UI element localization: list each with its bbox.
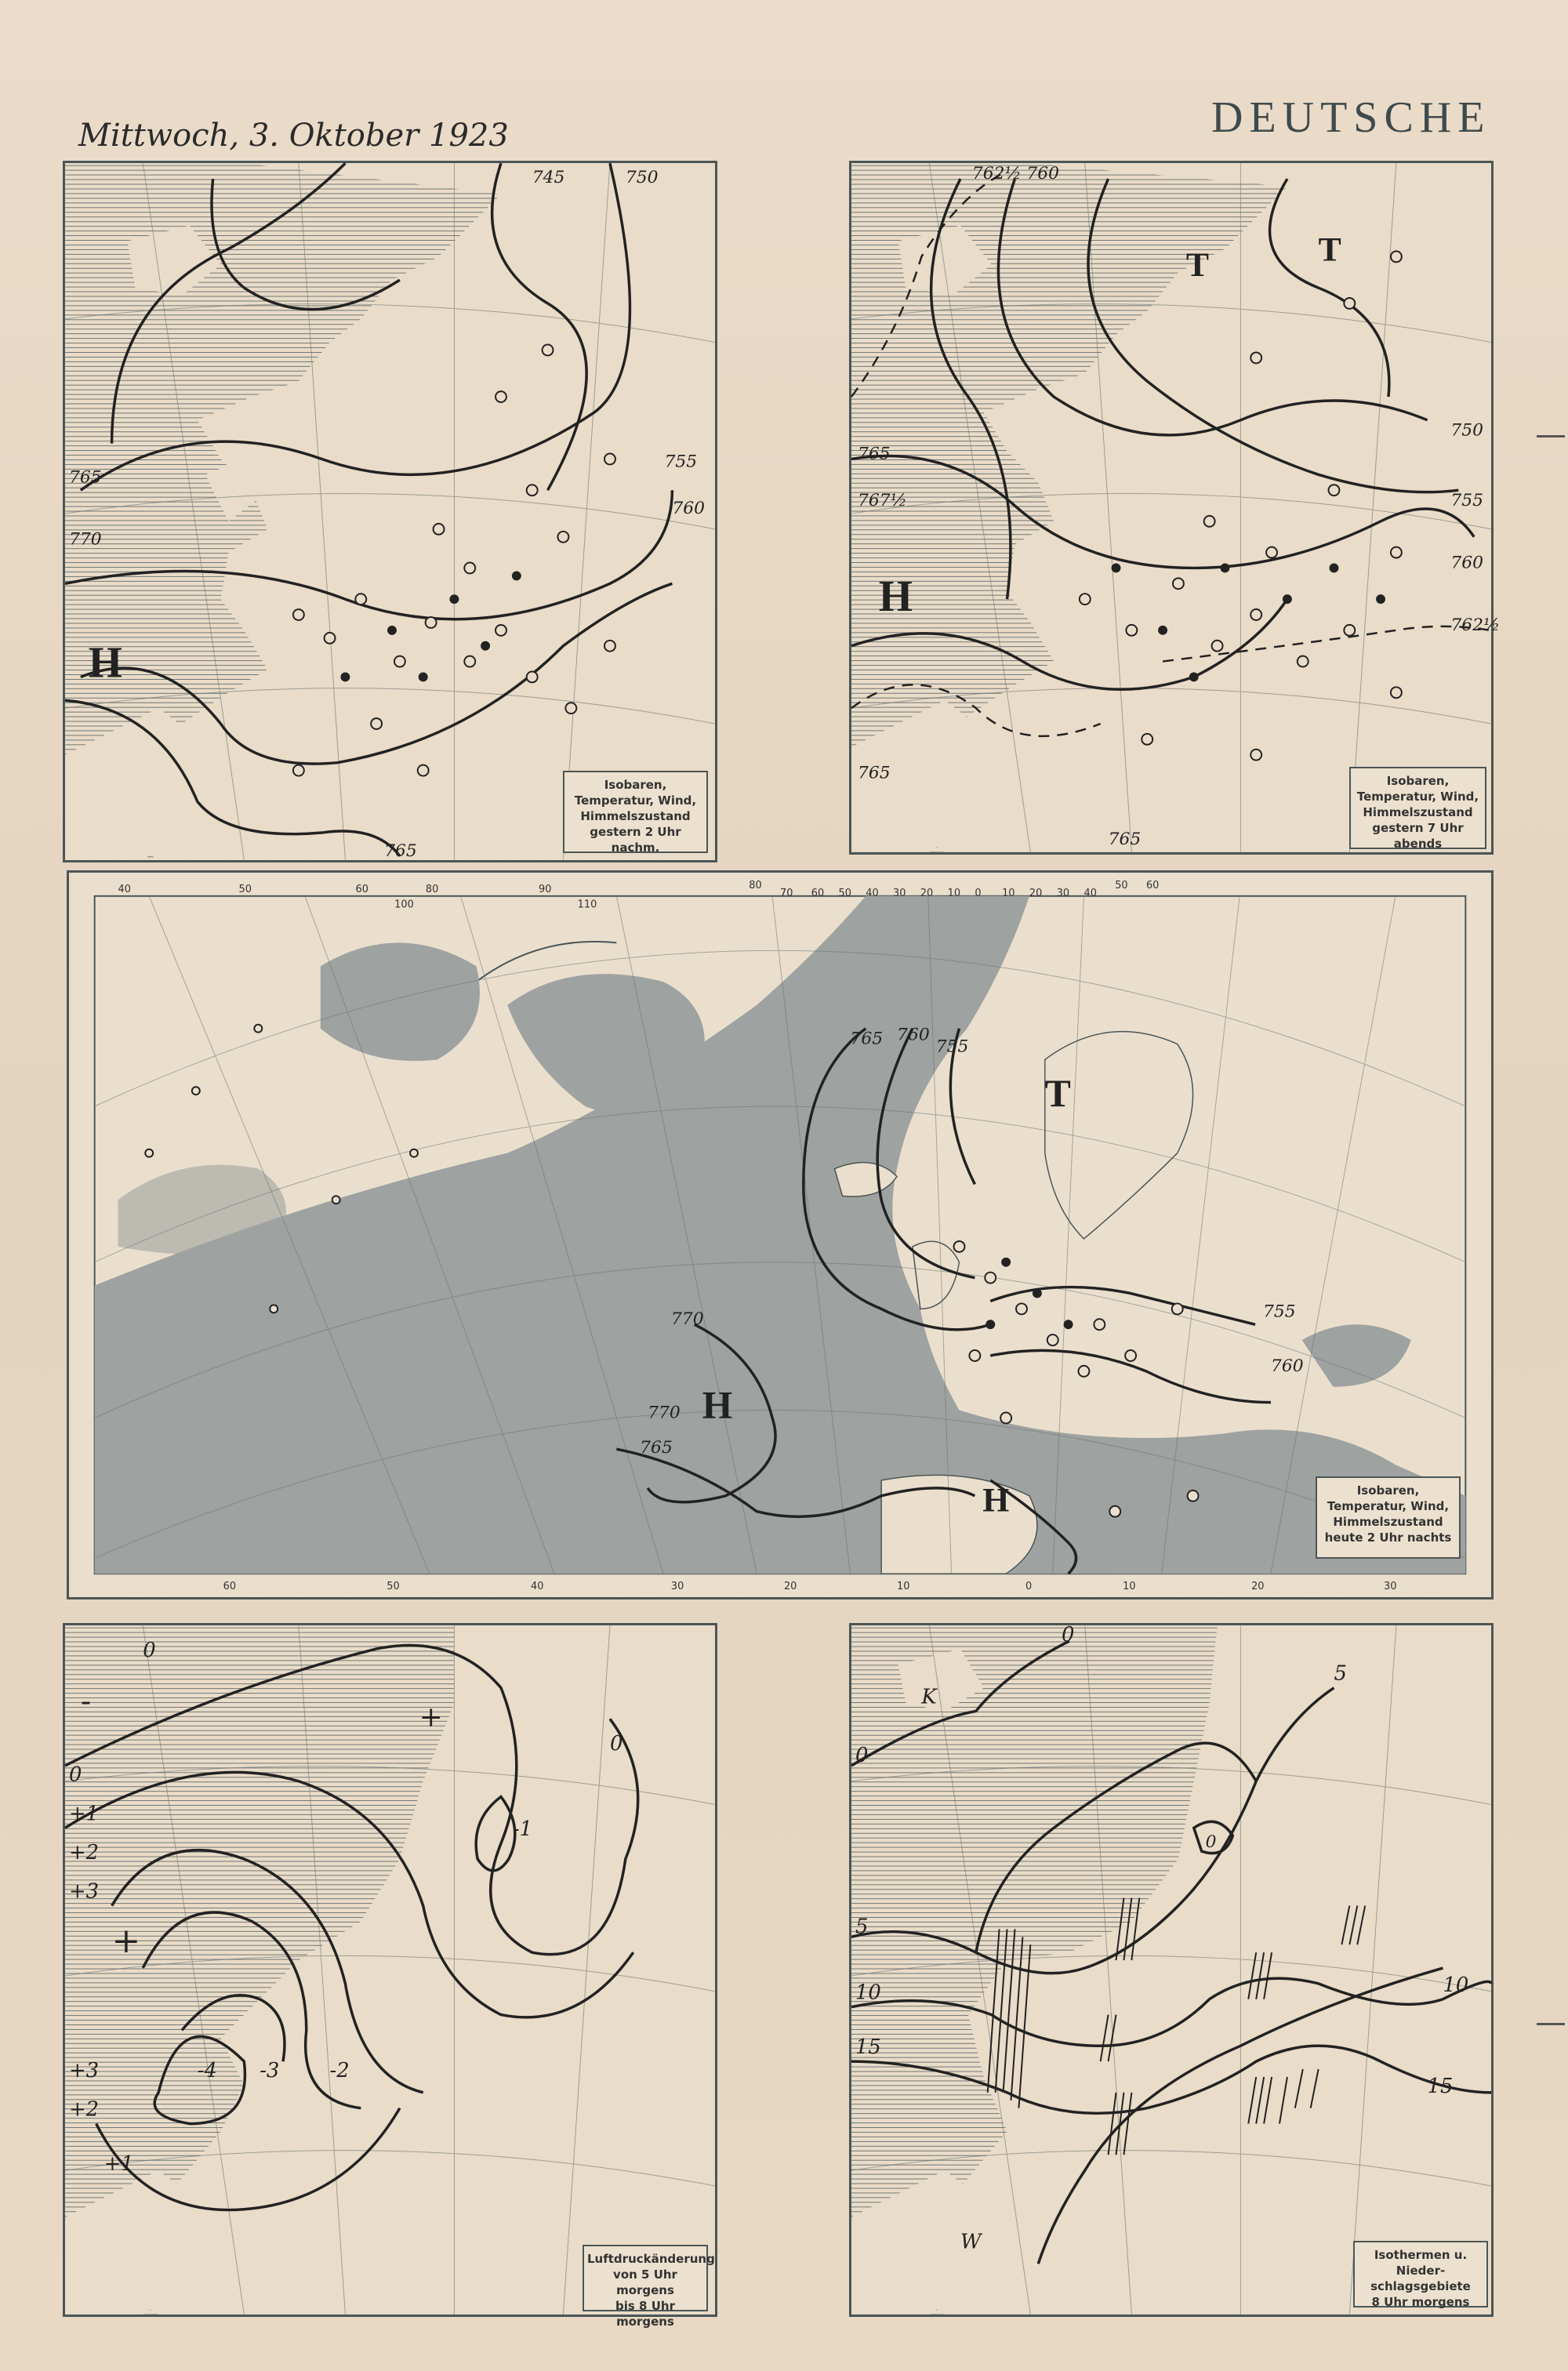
isopleth-label: + <box>111 1921 141 1962</box>
isopleth-label: +1 <box>103 2152 134 2177</box>
isobar-label: 765 <box>640 1438 673 1458</box>
map-pressure-change-svg <box>65 1625 715 2315</box>
isotherm-label: K <box>921 1685 937 1709</box>
degree-label: 20 <box>1251 1581 1265 1593</box>
legend-line: Temperatur, Wind, <box>574 793 697 808</box>
isopleth-label: +1 <box>68 1802 99 1826</box>
low-pressure-mark: T <box>1044 1072 1071 1116</box>
degree-label: 10 <box>897 1581 910 1593</box>
degree-label: 30 <box>670 1581 684 1593</box>
degree-label: 60 <box>223 1581 237 1593</box>
map-isotherms-svg <box>851 1625 1491 2315</box>
isotherm-label: 0 <box>1062 1623 1075 1647</box>
isotherm-label: 0 <box>1205 1832 1217 1853</box>
degree-label: 10 <box>1002 887 1015 899</box>
degree-label: 80 <box>749 879 762 891</box>
isopleth-label: -3 <box>260 2059 280 2083</box>
isobar-label: 755 <box>664 452 698 472</box>
degree-label: 70 <box>779 887 793 899</box>
legend-line: Isobaren, <box>604 778 667 792</box>
map-isotherms-precipitation <box>849 1623 1494 2317</box>
legend-line: Himmelszustand <box>580 809 691 823</box>
legend-line: gestern 7 Uhr abends <box>1372 821 1464 851</box>
isobar-label: 760 <box>1450 553 1484 573</box>
legend-line: schlagsgebiete <box>1370 2279 1471 2293</box>
isobar-label: 770 <box>670 1309 704 1330</box>
degree-label: 110 <box>577 899 597 911</box>
degree-label: 30 <box>1056 887 1070 899</box>
isotherm-label: 10 <box>855 1981 881 2005</box>
isotherm-label: 0 <box>855 1743 869 1767</box>
map-legend <box>583 2245 715 2329</box>
degree-label: 60 <box>355 883 368 895</box>
degree-label: 10 <box>1123 1581 1136 1593</box>
map-isobars-evening-svg <box>851 163 1501 852</box>
isobar-label: 762½ <box>1450 615 1501 635</box>
map-pressure-change <box>63 1623 717 2329</box>
degree-label: 20 <box>920 887 934 899</box>
isobar-label: 755 <box>935 1037 969 1057</box>
isopleth-label: +3 <box>68 1879 99 1904</box>
low-pressure-mark: T <box>1318 231 1341 269</box>
isopleth-label: - <box>80 1683 92 1719</box>
map-north-atlantic-svg <box>69 873 1491 1597</box>
degree-label: 40 <box>531 1581 544 1593</box>
isotherm-label: 5 <box>1334 1661 1347 1686</box>
isopleth-label: -1 <box>512 1817 533 1842</box>
isobar-label: 760 <box>1270 1356 1304 1376</box>
map-isobars-afternoon-svg <box>65 163 715 860</box>
isopleth-label: -2 <box>329 2059 350 2083</box>
degree-label: 20 <box>783 1581 797 1593</box>
high-pressure-mark: H <box>878 572 913 622</box>
isobar-label: 765 <box>857 763 891 783</box>
isobar-label: 755 <box>1262 1302 1296 1322</box>
degree-label: 20 <box>1029 887 1043 899</box>
degree-label: 50 <box>1115 879 1128 891</box>
legend-line: Temperatur, Wind, <box>1356 790 1479 804</box>
newspaper-title: DEUTSCHE <box>1211 93 1491 142</box>
high-pressure-mark: H <box>88 638 123 688</box>
isobar-label: 770 <box>68 529 102 550</box>
legend-line: 8 Uhr morgens <box>1371 2295 1470 2309</box>
degree-label: 0 <box>1025 1581 1033 1593</box>
map-legend <box>1349 767 1486 849</box>
isotherm-label: 15 <box>1427 2074 1454 2098</box>
legend-line: Isothermen u. Nieder- <box>1374 2248 1468 2278</box>
degree-label: 50 <box>387 1581 400 1593</box>
legend-line: Isobaren, <box>1356 1483 1420 1498</box>
degree-label: 40 <box>118 883 131 895</box>
legend-line: gestern 2 Uhr nachm. <box>590 825 681 855</box>
low-pressure-mark: T <box>1185 246 1209 285</box>
legend-line: bis 8 Uhr morgens <box>615 2299 675 2329</box>
isobar-label: 762½ <box>971 164 1022 184</box>
map-legend <box>563 771 708 853</box>
isobar-label: 765 <box>68 467 102 488</box>
isobar-label: 750 <box>1450 420 1484 441</box>
isobar-label: 760 <box>897 1025 930 1045</box>
isobar-label: 760 <box>672 498 706 518</box>
isopleth-label: -4 <box>197 2059 217 2083</box>
date-header: Mittwoch, 3. Oktober 1923 <box>78 118 509 154</box>
degree-label: 30 <box>1383 1581 1397 1593</box>
legend-line: Luftdruckänderung <box>587 2252 715 2266</box>
legend-line: Temperatur, Wind, <box>1327 1499 1450 1513</box>
isopleth-label: + <box>419 1701 443 1734</box>
isotherm-label: W <box>960 2230 982 2254</box>
isobar-label: 765 <box>384 841 417 861</box>
map-legend <box>1353 2241 1488 2307</box>
isobar-label: 765 <box>857 444 891 464</box>
map-north-atlantic-night <box>67 870 1494 1599</box>
isotherm-label: 10 <box>1443 1973 1469 1997</box>
isopleth-label: 0 <box>143 1638 156 1662</box>
isotherm-label: 5 <box>855 1915 869 1939</box>
high-pressure-mark: H <box>982 1481 1010 1520</box>
degree-label: 0 <box>975 887 982 899</box>
high-pressure-mark: H <box>702 1383 733 1427</box>
degree-label: 40 <box>1083 887 1097 899</box>
map-legend <box>1316 1476 1461 1559</box>
isotherm-label: 15 <box>855 2035 881 2060</box>
legend-line: Himmelszustand <box>1363 805 1473 819</box>
isopleth-label: +3 <box>68 2059 99 2083</box>
legend-line: von 5 Uhr morgens <box>613 2268 677 2297</box>
isobar-label: 755 <box>1450 491 1484 511</box>
degree-label: 50 <box>838 887 851 899</box>
degree-label: 30 <box>893 887 906 899</box>
degree-label: 100 <box>394 899 414 911</box>
binding-mark <box>1537 435 1565 438</box>
isopleth-label: 0 <box>68 1763 82 1787</box>
degree-label: 90 <box>538 883 552 895</box>
isobar-label: 760 <box>1026 164 1060 184</box>
degree-label: 10 <box>947 887 961 899</box>
legend-line: heute 2 Uhr nachts <box>1324 1530 1452 1545</box>
isopleth-label: +2 <box>68 2097 99 2122</box>
isobar-label: 765 <box>850 1029 884 1049</box>
isobar-label: 765 <box>1108 829 1142 849</box>
isobar-label: 745 <box>532 168 565 188</box>
legend-line: Himmelszustand <box>1333 1515 1443 1529</box>
isopleth-label: 0 <box>609 1732 623 1756</box>
degree-label: 50 <box>238 883 252 895</box>
isobar-label: 770 <box>648 1403 681 1423</box>
degree-label: 60 <box>811 887 825 899</box>
binding-mark <box>1537 2023 1565 2025</box>
degree-label: 80 <box>425 883 439 895</box>
isopleth-label: +2 <box>68 1841 99 1865</box>
degree-label: 60 <box>1145 879 1160 891</box>
degree-label: 40 <box>866 887 879 899</box>
isobar-label: 750 <box>625 168 659 188</box>
map-isobars-evening <box>849 161 1501 855</box>
isobar-label: 767½ <box>857 491 907 511</box>
map-isobars-afternoon <box>63 161 717 862</box>
legend-line: Isobaren, <box>1386 774 1450 788</box>
